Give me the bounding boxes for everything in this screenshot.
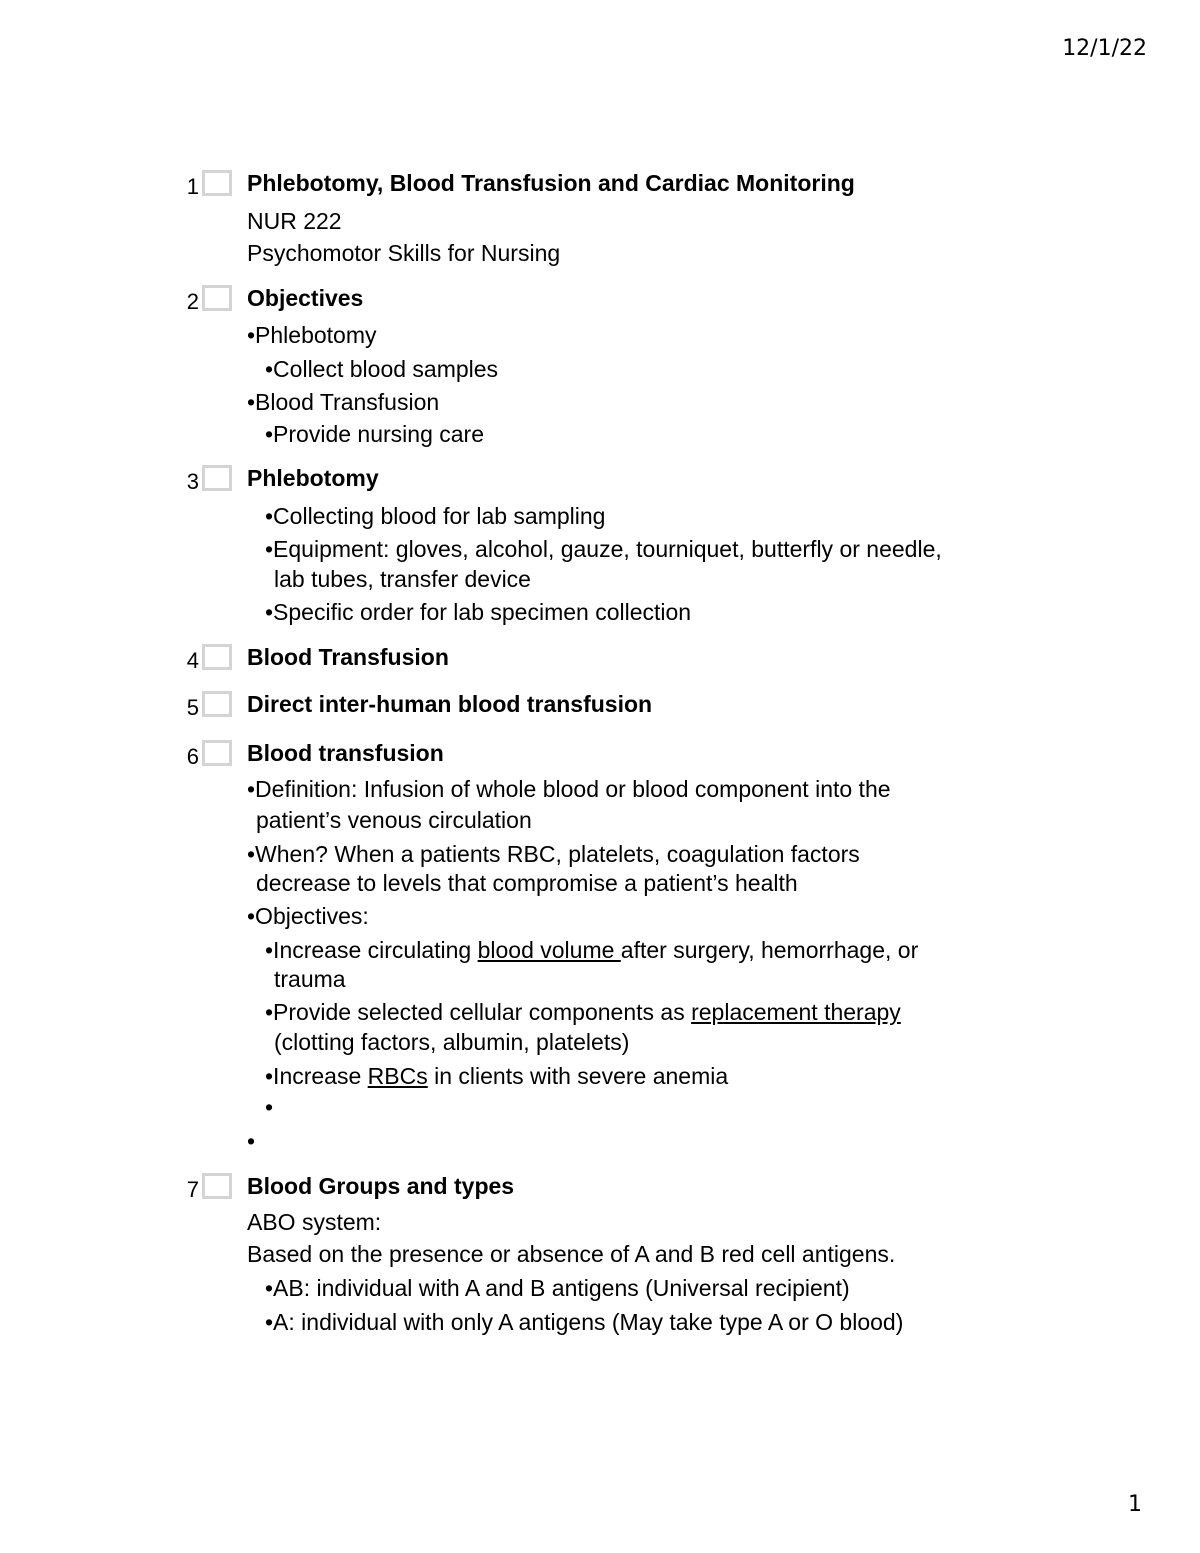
page-number: 1: [1128, 1492, 1142, 1517]
slide-title: Phlebotomy, Blood Transfusion and Cardiac Monitoring: [247, 170, 855, 196]
text-run: •Provide selected cellular components as: [265, 999, 692, 1025]
bullet-item: •When? When a patients RBC, platelets, coagulation factors: [247, 841, 860, 867]
sub-bullet-item: •AB: individual with A and B antigens (Universal recipient): [265, 1275, 850, 1301]
slide-title: Blood Transfusion: [247, 644, 449, 670]
slide-title: Phlebotomy: [247, 465, 379, 491]
underlined-term: RBCs: [367, 1063, 428, 1089]
empty-sub-bullet: •: [265, 1094, 274, 1120]
text-run: •Increase: [265, 1063, 368, 1089]
slide-text-line: ABO system:: [247, 1209, 382, 1235]
sub-bullet-item: •Equipment: gloves, alcohol, gauze, tourniquet, butterfly or needle,: [265, 536, 942, 562]
slide-thumbnail-checkbox[interactable]: [202, 691, 232, 717]
bullet-item: •Blood Transfusion: [247, 389, 440, 415]
underlined-term: replacement therapy: [691, 999, 901, 1025]
sub-bullet-item: •Collect blood samples: [265, 356, 499, 382]
slide-text-line: Psychomotor Skills for Nursing: [247, 240, 561, 266]
empty-bullet: •: [247, 1128, 256, 1154]
slide-number: 6: [186, 744, 199, 769]
sub-bullet-item: •A: individual with only A antigens (May take type A or O blood): [265, 1309, 904, 1335]
slide-title: Objectives: [247, 285, 364, 311]
bullet-item: •Definition: Infusion of whole blood or blood component into the: [247, 776, 891, 802]
slide-text-line: NUR 222: [247, 208, 342, 234]
slide-number: 4: [186, 648, 199, 673]
underlined-term: blood volume: [477, 937, 621, 963]
slide-thumbnail-checkbox[interactable]: [202, 465, 232, 491]
slide-thumbnail-checkbox[interactable]: [202, 740, 232, 766]
slide-number: 3: [186, 469, 199, 494]
slide-title: Blood transfusion: [247, 740, 444, 766]
slide-thumbnail-checkbox[interactable]: [202, 644, 232, 670]
slide-title: Blood Groups and types: [247, 1173, 515, 1199]
slide-text-line: Based on the presence or absence of A and B red cell antigens.: [247, 1241, 896, 1267]
slide-thumbnail-checkbox[interactable]: [202, 1173, 232, 1199]
slide-thumbnail-checkbox[interactable]: [202, 285, 232, 311]
sub-bullet-item: [265, 999, 901, 1026]
slide-number: 5: [186, 695, 199, 720]
slide-title: Direct inter-human blood transfusion: [247, 691, 653, 717]
bullet-continuation: patient’s venous circulation: [256, 807, 532, 833]
sub-bullet-item: •Provide nursing care: [265, 421, 484, 447]
slide-number: 7: [186, 1177, 199, 1202]
sub-bullet-item: [265, 937, 918, 964]
text-run: •Increase circulating: [265, 937, 478, 963]
print-date: 12/1/22: [1062, 36, 1147, 61]
bullet-item: •Objectives:: [247, 903, 369, 929]
sub-bullet-continuation: trauma: [274, 966, 346, 992]
sub-bullet-item: •Specific order for lab specimen collection: [265, 599, 692, 625]
sub-bullet-continuation: lab tubes, transfer device: [274, 566, 531, 592]
sub-bullet-item: •Collecting blood for lab sampling: [265, 503, 606, 529]
sub-bullet-item: [265, 1063, 728, 1090]
bullet-continuation: decrease to levels that compromise a patient’s health: [256, 870, 798, 896]
bullet-item: •Phlebotomy: [247, 322, 377, 348]
slide-number: 2: [186, 289, 199, 314]
text-run: after surgery, hemorrhage, or: [620, 937, 919, 963]
sub-bullet-continuation: (clotting factors, albumin, platelets): [274, 1029, 630, 1055]
slide-number: 1: [186, 174, 199, 199]
text-run: in clients with severe anemia: [427, 1063, 729, 1089]
slide-thumbnail-checkbox[interactable]: [202, 170, 232, 196]
